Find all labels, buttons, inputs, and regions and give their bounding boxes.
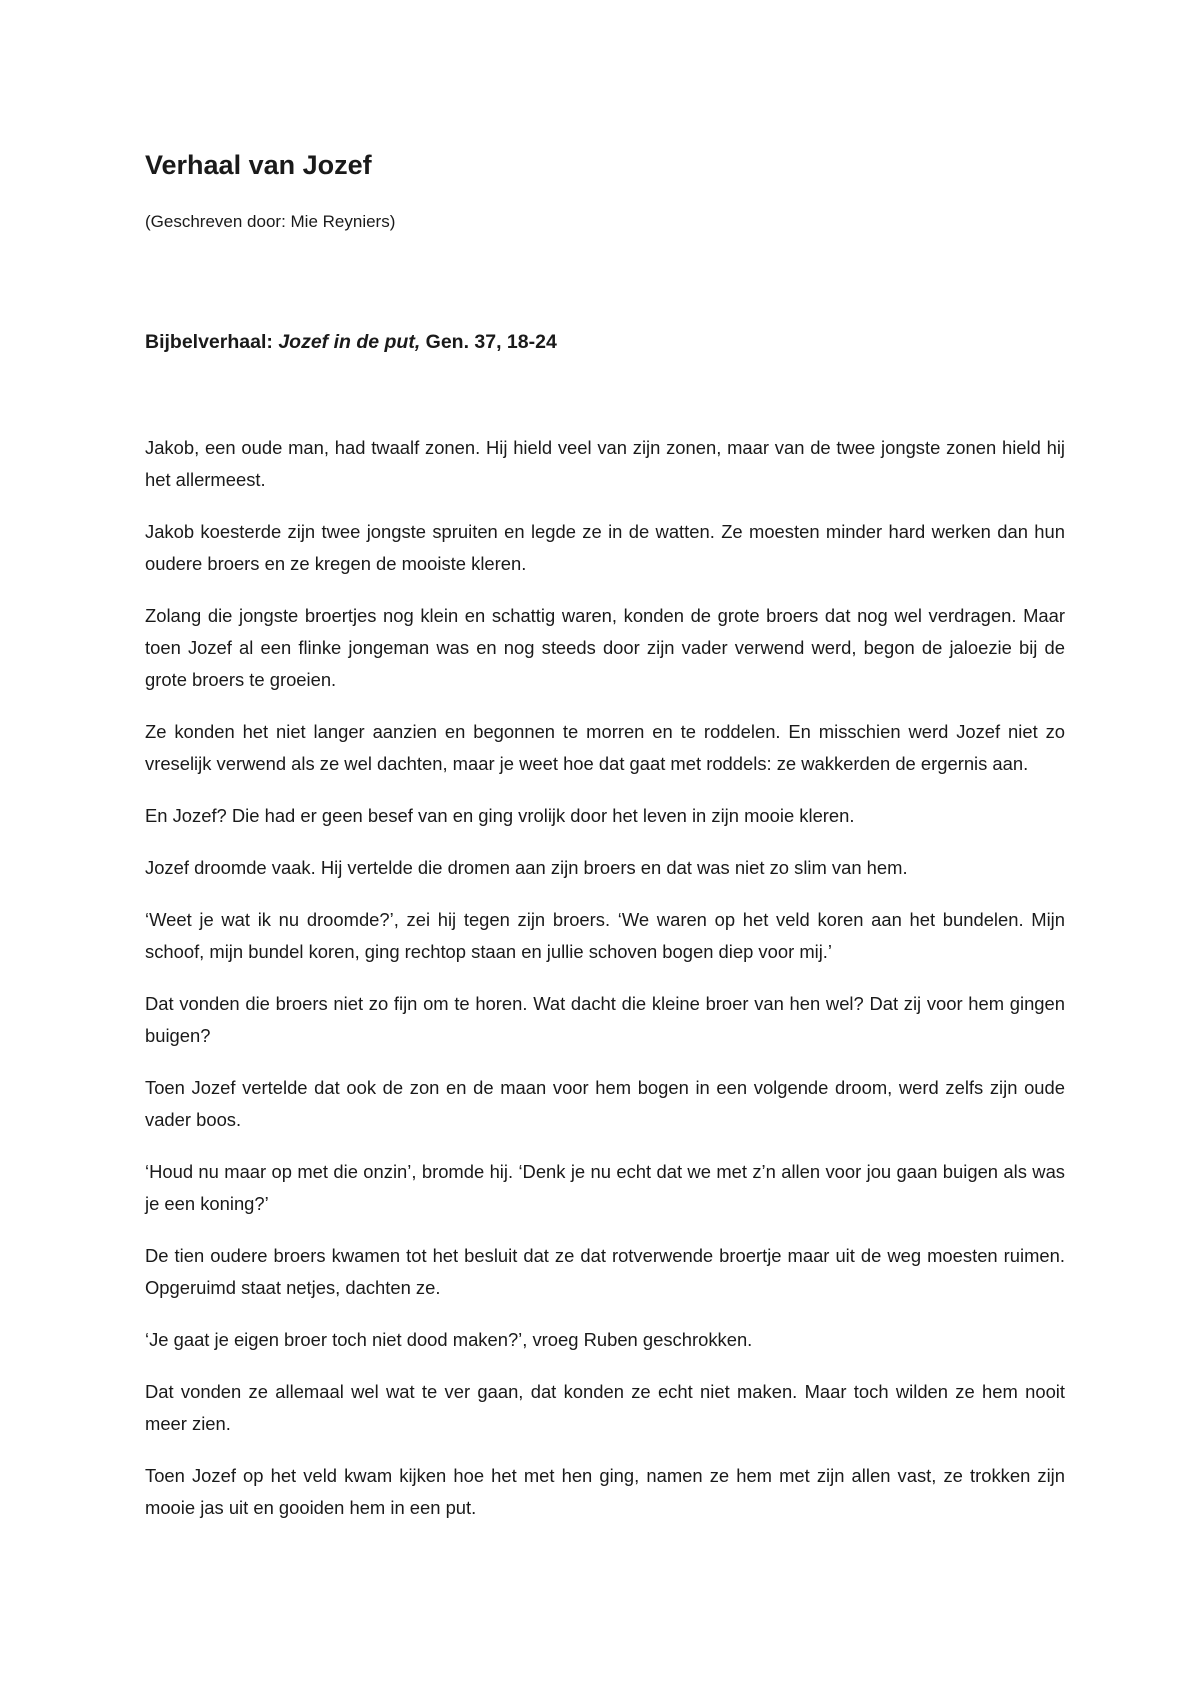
subtitle-reference: Gen. 37, 18-24: [420, 331, 557, 353]
story-paragraph: ‘Je gaat je eigen broer toch niet dood maken?’, vroeg Ruben geschrokken.: [145, 1329, 753, 1350]
story-paragraph: Dat vonden die broers niet zo fijn om te horen. Wat dacht die kleine broer van hen wel? Dat zij voor hem gingen buigen?: [145, 993, 1065, 1046]
story-paragraph: Jakob, een oude man, had twaalf zonen. Hij hield veel van zijn zonen, maar van de twee jongste zonen hield hij het allermeest.: [145, 437, 1065, 490]
author-byline: (Geschreven door: Mie Reyniers): [145, 212, 396, 231]
subtitle-prefix: Bijbelverhaal:: [145, 331, 279, 353]
story-paragraph: Toen Jozef op het veld kwam kijken hoe het met hen ging, namen ze hem met zijn allen vast, ze trokken zijn mooie jas uit en gooiden hem in een put.: [145, 1465, 1065, 1518]
subtitle-story-name: Jozef in de put,: [278, 331, 421, 353]
story-paragraph: ‘Houd nu maar op met die onzin’, bromde hij. ‘Denk je nu echt dat we met z’n allen voor jou gaan buigen als was je een koning?’: [145, 1161, 1065, 1214]
story-paragraph: Ze konden het niet langer aanzien en begonnen te morren en te roddelen. En misschien werd Jozef niet zo vreselijk verwend als ze wel dachten, maar je weet hoe dat gaat met roddels: ze wakkerden de ergernis aan.: [145, 721, 1065, 774]
story-paragraph: De tien oudere broers kwamen tot het besluit dat ze dat rotverwende broertje maar uit de weg moesten ruimen. Opgeruimd staat netjes, dachten ze.: [145, 1245, 1065, 1298]
story-paragraph: Dat vonden ze allemaal wel wat te ver gaan, dat konden ze echt niet maken. Maar toch wilden ze hem nooit meer zien.: [145, 1381, 1065, 1434]
story-body: [145, 432, 1065, 1544]
story-subtitle: [145, 328, 557, 356]
story-paragraph: ‘Weet je wat ik nu droomde?’, zei hij tegen zijn broers. ‘We waren op het veld koren aan het bundelen. Mijn schoof, mijn bundel koren, ging rechtop staan en jullie schoven bogen diep voor mij.’: [145, 909, 1065, 962]
story-paragraph: Jakob koesterde zijn twee jongste spruiten en legde ze in de watten. Ze moesten minder hard werken dan hun oudere broers en ze kregen de mooiste kleren.: [145, 521, 1065, 574]
story-paragraph: Zolang die jongste broertjes nog klein en schattig waren, konden de grote broers dat nog wel verdragen. Maar toen Jozef al een flinke jongeman was en nog steeds door zijn vader verwend werd, begon de jaloezie bij de grote broers te groeien.: [145, 605, 1065, 690]
story-paragraph: Jozef droomde vaak. Hij vertelde die dromen aan zijn broers en dat was niet zo slim van hem.: [145, 857, 908, 878]
story-paragraph: Toen Jozef vertelde dat ook de zon en de maan voor hem bogen in een volgende droom, werd zelfs zijn oude vader boos.: [145, 1077, 1065, 1130]
story-paragraph: En Jozef? Die had er geen besef van en ging vrolijk door het leven in zijn mooie kleren.: [145, 805, 855, 826]
document-title: Verhaal van Jozef: [145, 150, 372, 180]
